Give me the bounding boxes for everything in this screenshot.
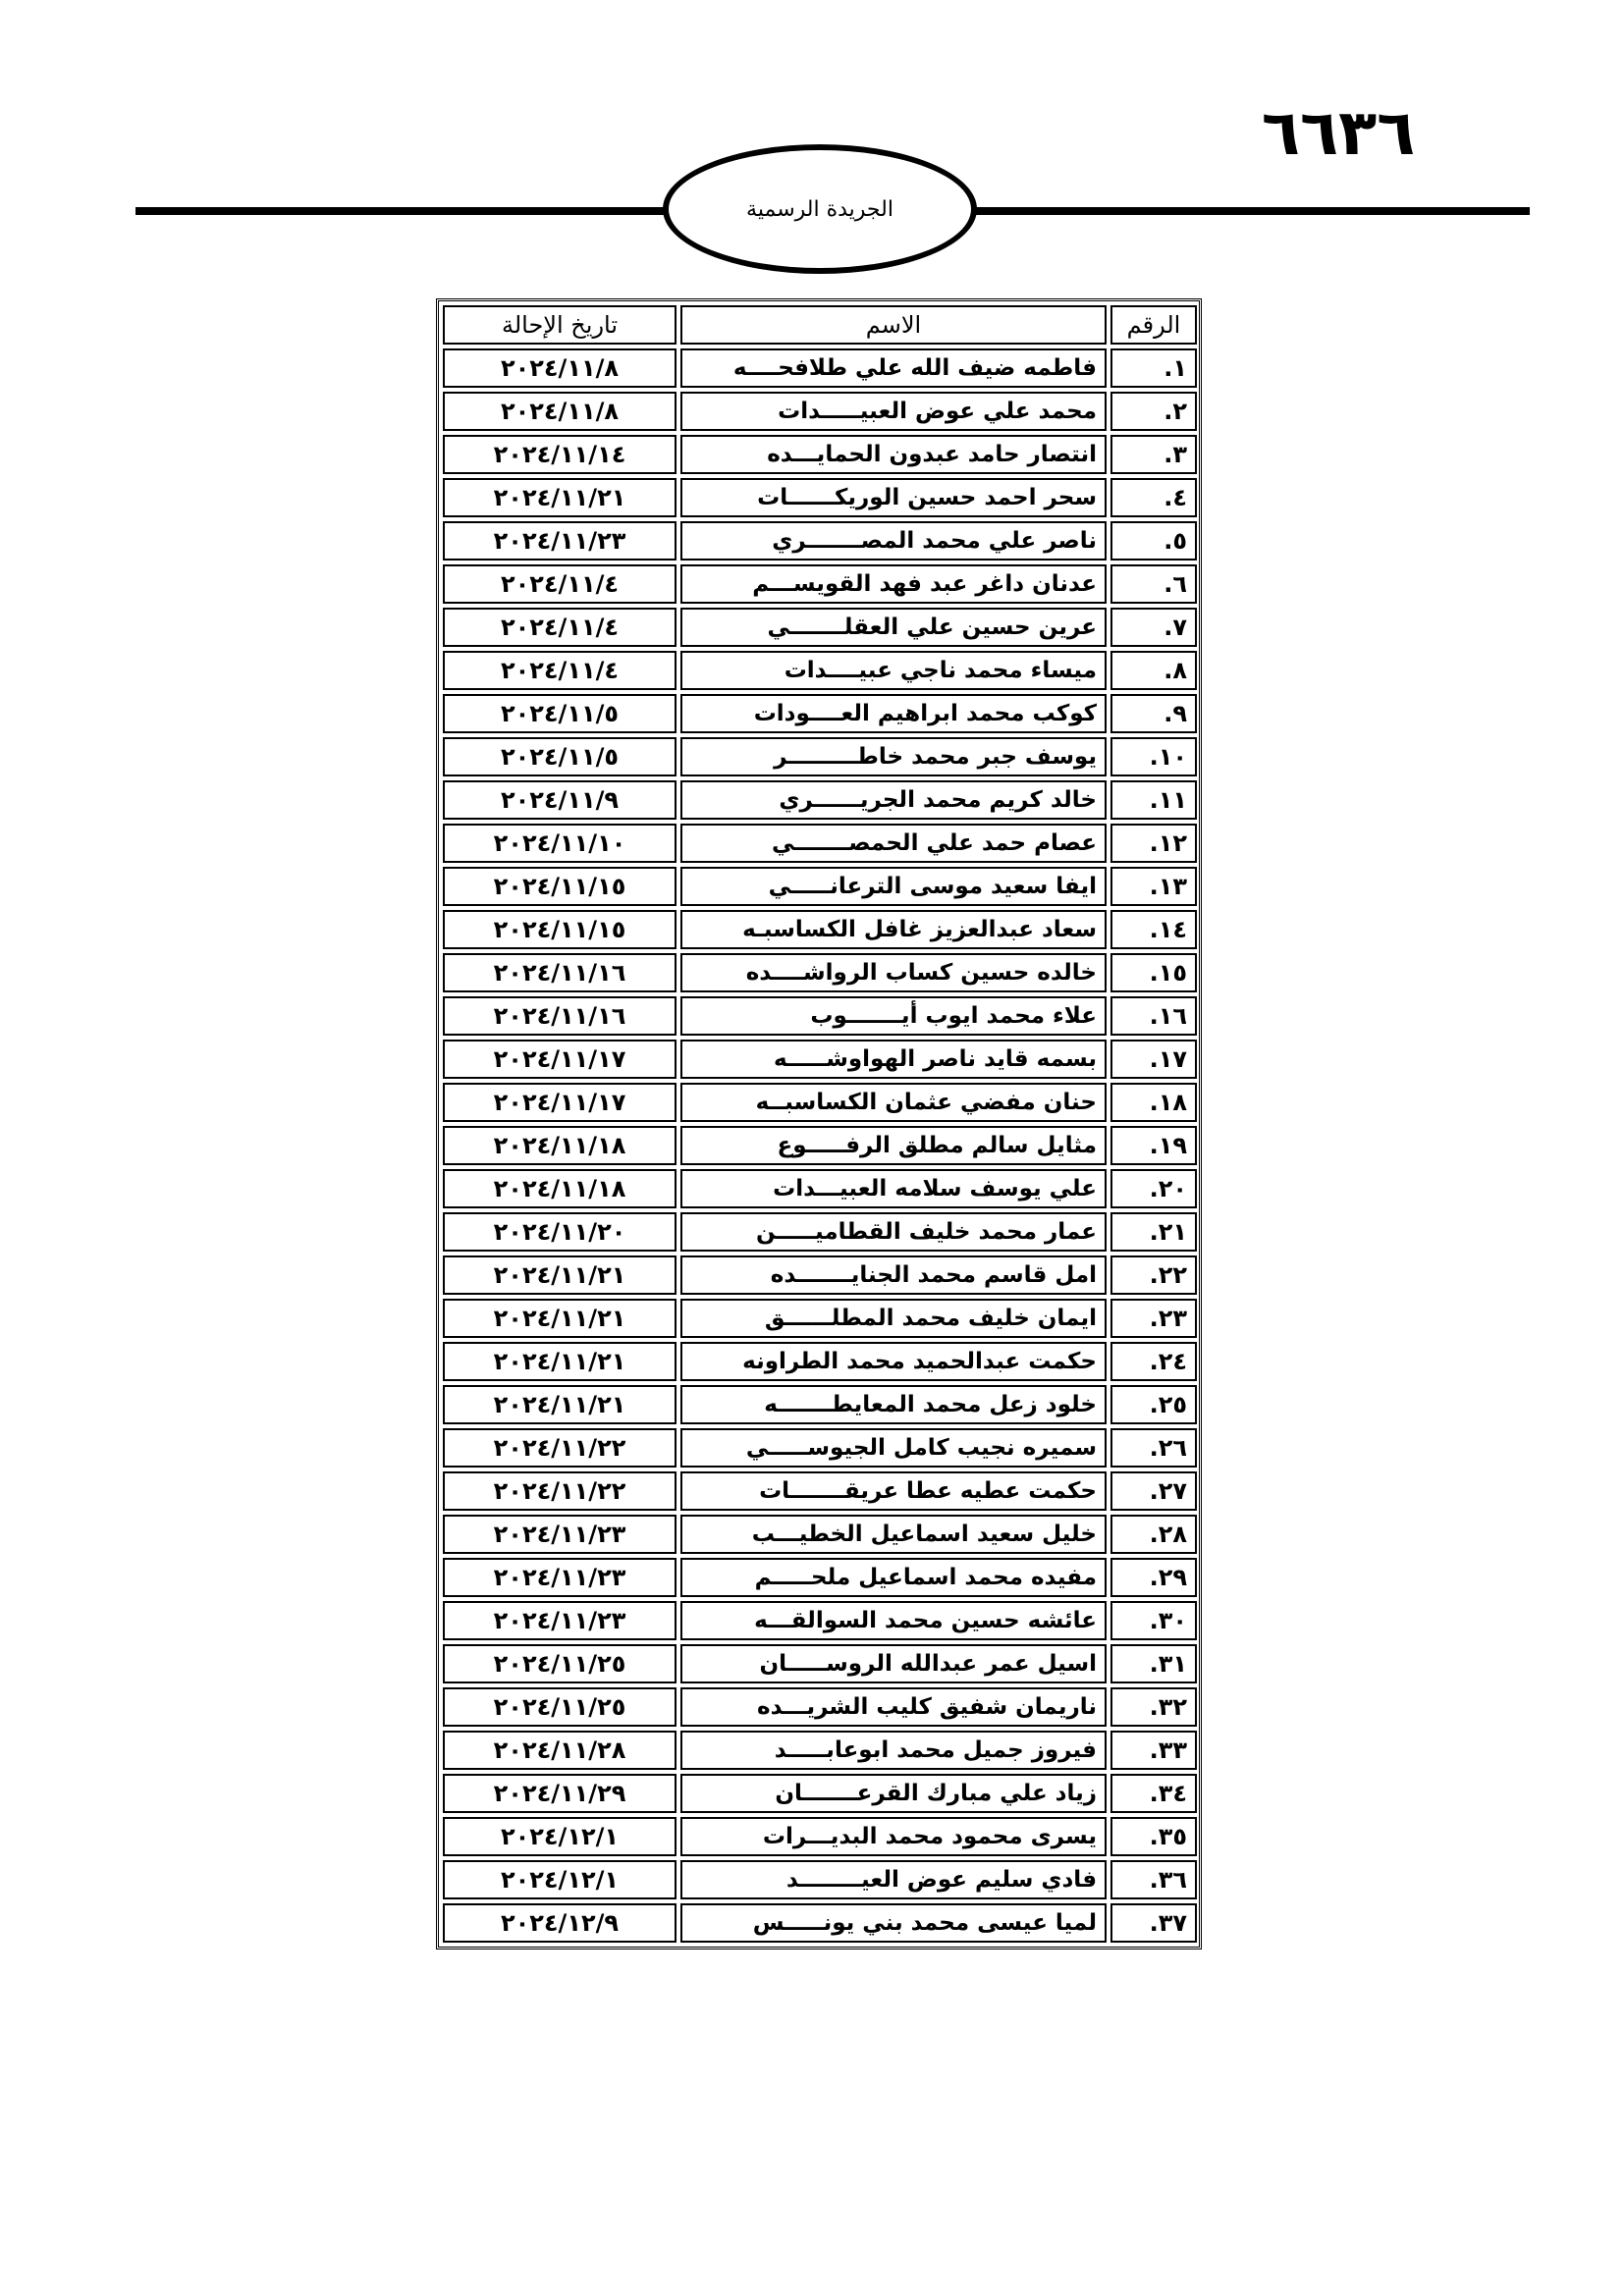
row-referral-date: ٢٠٢٤/١١/٢٢ [443, 1471, 677, 1511]
table-row [443, 435, 1197, 474]
row-referral-date: ٢٠٢٤/١٢/١ [443, 1860, 677, 1899]
row-name: يوسف جبر محمد خاطـــــــــر [680, 737, 1107, 776]
page-number: ٦٦٣٦ [1262, 97, 1416, 170]
row-number: ٣٢. [1110, 1687, 1197, 1727]
row-referral-date: ٢٠٢٤/١١/١٦ [443, 953, 677, 992]
row-name: علي يوسف سلامه العبيـــدات [680, 1169, 1107, 1208]
row-number: ٣١. [1110, 1644, 1197, 1683]
row-number: ٣. [1110, 435, 1197, 474]
row-number: ٦. [1110, 564, 1197, 604]
row-referral-date: ٢٠٢٤/١١/٢١ [443, 1255, 677, 1295]
row-referral-date: ٢٠٢٤/١١/١٦ [443, 996, 677, 1036]
row-number: ٣٧. [1110, 1903, 1197, 1943]
table-row [443, 1601, 1197, 1640]
table-row [443, 521, 1197, 561]
row-name: زياد علي مبارك القرعـــــــان [680, 1774, 1107, 1813]
row-referral-date: ٢٠٢٤/١١/٩ [443, 780, 677, 820]
table-body [443, 348, 1197, 1943]
row-number: ١٢. [1110, 824, 1197, 863]
row-referral-date: ٢٠٢٤/١١/٢١ [443, 1342, 677, 1381]
row-referral-date: ٢٠٢٤/١١/١٥ [443, 910, 677, 949]
table-row [443, 1515, 1197, 1554]
row-referral-date: ٢٠٢٤/١١/٤ [443, 651, 677, 690]
row-name: خالده حسين كساب الرواشــــده [680, 953, 1107, 992]
table-row [443, 1903, 1197, 1943]
row-referral-date: ٢٠٢٤/١١/٢٣ [443, 1601, 677, 1640]
row-referral-date: ٢٠٢٤/١١/٥ [443, 694, 677, 733]
table-row [443, 1255, 1197, 1295]
row-name: اسيل عمر عبدالله الروســـــان [680, 1644, 1107, 1683]
table-row [443, 1040, 1197, 1079]
table-row [443, 348, 1197, 388]
row-number: ٨. [1110, 651, 1197, 690]
row-name: ناريمان شفيق كليب الشريـــده [680, 1687, 1107, 1727]
row-referral-date: ٢٠٢٤/١١/١٥ [443, 867, 677, 906]
row-number: ١١. [1110, 780, 1197, 820]
row-name: علاء محمد ايوب أيـــــــوب [680, 996, 1107, 1036]
row-number: ١٣. [1110, 867, 1197, 906]
referral-table-frame [436, 298, 1202, 1949]
row-name: خالد كريم محمد الجريــــــري [680, 780, 1107, 820]
header-date: تاريخ الإحالة [443, 305, 677, 345]
row-name: خليل سعيد اسماعيل الخطيـــب [680, 1515, 1107, 1554]
table-row [443, 392, 1197, 431]
row-referral-date: ٢٠٢٤/١١/٢١ [443, 478, 677, 517]
row-name: عدنان داغر عبد فهد القويســـم [680, 564, 1107, 604]
table-row [443, 608, 1197, 647]
row-referral-date: ٢٠٢٤/١١/٢٣ [443, 521, 677, 561]
row-number: ٢٣. [1110, 1299, 1197, 1338]
row-referral-date: ٢٠٢٤/١١/٢٥ [443, 1644, 677, 1683]
row-referral-date: ٢٠٢٤/١١/٨ [443, 348, 677, 388]
table-row [443, 694, 1197, 733]
row-name: فيروز جميل محمد ابوعابـــــد [680, 1731, 1107, 1770]
table-row [443, 478, 1197, 517]
table-row [443, 780, 1197, 820]
row-number: ١٩. [1110, 1126, 1197, 1165]
row-referral-date: ٢٠٢٤/١١/٥ [443, 737, 677, 776]
table-row [443, 953, 1197, 992]
row-number: ١. [1110, 348, 1197, 388]
row-number: ٢٦. [1110, 1428, 1197, 1468]
table-row [443, 651, 1197, 690]
row-name: عائشه حسين محمد السوالقـــه [680, 1601, 1107, 1640]
table-row [443, 1774, 1197, 1813]
row-referral-date: ٢٠٢٤/١١/٨ [443, 392, 677, 431]
row-number: ١٥. [1110, 953, 1197, 992]
row-referral-date: ٢٠٢٤/١١/٢٥ [443, 1687, 677, 1727]
header-number: الرقم [1110, 305, 1197, 345]
table-row [443, 1428, 1197, 1468]
row-name: حكمت عبدالحميد محمد الطراونه [680, 1342, 1107, 1381]
row-name: عمار محمد خليف القطاميـــــن [680, 1212, 1107, 1252]
row-number: ٣٠. [1110, 1601, 1197, 1640]
row-number: ٢٨. [1110, 1515, 1197, 1554]
table-row [443, 564, 1197, 604]
row-number: ٣٦. [1110, 1860, 1197, 1899]
row-referral-date: ٢٠٢٤/١١/١٨ [443, 1169, 677, 1208]
row-referral-date: ٢٠٢٤/١١/٢٩ [443, 1774, 677, 1813]
row-number: ١٧. [1110, 1040, 1197, 1079]
row-name: امل قاسم محمد الجنايـــــــده [680, 1255, 1107, 1295]
row-name: ايمان خليف محمد المطلــــــق [680, 1299, 1107, 1338]
table-row [443, 1342, 1197, 1381]
table-row [443, 1212, 1197, 1252]
row-referral-date: ٢٠٢٤/١١/٢٨ [443, 1731, 677, 1770]
row-number: ٤. [1110, 478, 1197, 517]
row-number: ٢٠. [1110, 1169, 1197, 1208]
row-number: ٢٥. [1110, 1385, 1197, 1424]
row-name: حنان مفضي عثمان الكساسبــه [680, 1083, 1107, 1122]
row-number: ٢٢. [1110, 1255, 1197, 1295]
row-referral-date: ٢٠٢٤/١٢/٩ [443, 1903, 677, 1943]
row-number: ١٨. [1110, 1083, 1197, 1122]
row-referral-date: ٢٠٢٤/١١/١٧ [443, 1040, 677, 1079]
row-number: ٣٥. [1110, 1817, 1197, 1856]
row-number: ٢٩. [1110, 1558, 1197, 1597]
header-name: الاسم [680, 305, 1107, 345]
row-number: ٢٧. [1110, 1471, 1197, 1511]
row-number: ٢. [1110, 392, 1197, 431]
table-row [443, 1558, 1197, 1597]
table-row [443, 1860, 1197, 1899]
gazette-title-oval [663, 144, 977, 274]
row-name: مثايل سالم مطلق الرفـــــوع [680, 1126, 1107, 1165]
row-referral-date: ٢٠٢٤/١١/٤ [443, 564, 677, 604]
table-row [443, 1644, 1197, 1683]
row-name: خلود زعل محمد المعايطـــــــه [680, 1385, 1107, 1424]
table-row [443, 867, 1197, 906]
row-referral-date: ٢٠٢٤/١١/٢٠ [443, 1212, 677, 1252]
table-row [443, 1126, 1197, 1165]
row-name: انتصار حامد عبدون الحمايـــده [680, 435, 1107, 474]
row-name: سميره نجيب كامل الجيوســـــي [680, 1428, 1107, 1468]
row-referral-date: ٢٠٢٤/١١/٢١ [443, 1299, 677, 1338]
row-number: ٥. [1110, 521, 1197, 561]
row-number: ٣٤. [1110, 1774, 1197, 1813]
row-referral-date: ٢٠٢٤/١١/٢٢ [443, 1428, 677, 1468]
table-header-row [443, 305, 1197, 345]
table-row [443, 1471, 1197, 1511]
row-name: بسمه قايد ناصر الهواوشـــــه [680, 1040, 1107, 1079]
row-name: عصام حمد علي الحمصـــــــي [680, 824, 1107, 863]
row-number: ٣٣. [1110, 1731, 1197, 1770]
table-row [443, 1731, 1197, 1770]
row-number: ٩. [1110, 694, 1197, 733]
row-name: مفيده محمد اسماعيل ملحـــــم [680, 1558, 1107, 1597]
table-row [443, 1817, 1197, 1856]
table-row [443, 1299, 1197, 1338]
row-name: كوكب محمد ابراهيم العــــودات [680, 694, 1107, 733]
row-number: ١٤. [1110, 910, 1197, 949]
row-name: لميا عيسى محمد بني يونـــــس [680, 1903, 1107, 1943]
row-name: يسرى محمود محمد البديـــرات [680, 1817, 1107, 1856]
table-row [443, 737, 1197, 776]
row-name: ناصر علي محمد المصـــــــري [680, 521, 1107, 561]
row-referral-date: ٢٠٢٤/١١/١٨ [443, 1126, 677, 1165]
table-row [443, 910, 1197, 949]
row-referral-date: ٢٠٢٤/١١/٢٣ [443, 1558, 677, 1597]
referral-table [439, 301, 1201, 1947]
row-name: عرين حسين علي العقلـــــــي [680, 608, 1107, 647]
row-name: ميساء محمد ناجي عبيــــدات [680, 651, 1107, 690]
row-number: ٢١. [1110, 1212, 1197, 1252]
row-referral-date: ٢٠٢٤/١١/٤ [443, 608, 677, 647]
row-referral-date: ٢٠٢٤/١١/١٠ [443, 824, 677, 863]
table-row [443, 1083, 1197, 1122]
row-number: ٢٤. [1110, 1342, 1197, 1381]
table-row [443, 1385, 1197, 1424]
table-row [443, 1687, 1197, 1727]
row-name: سحر احمد حسين الوريكــــــات [680, 478, 1107, 517]
row-name: ايفا سعيد موسى الترعانـــــي [680, 867, 1107, 906]
table-row [443, 824, 1197, 863]
row-name: حكمت عطيه عطا عريقـــــــات [680, 1471, 1107, 1511]
row-referral-date: ٢٠٢٤/١٢/١ [443, 1817, 677, 1856]
row-name: فاطمه ضيف الله علي طلافحــــه [680, 348, 1107, 388]
row-name: فادي سليم عوض العيــــــــد [680, 1860, 1107, 1899]
row-number: ١٦. [1110, 996, 1197, 1036]
row-referral-date: ٢٠٢٤/١١/٢٣ [443, 1515, 677, 1554]
table-row [443, 996, 1197, 1036]
row-number: ٧. [1110, 608, 1197, 647]
table-row [443, 1169, 1197, 1208]
row-referral-date: ٢٠٢٤/١١/٢١ [443, 1385, 677, 1424]
row-referral-date: ٢٠٢٤/١١/١٧ [443, 1083, 677, 1122]
gazette-title: الجريدة الرسمية [746, 196, 893, 222]
row-number: ١٠. [1110, 737, 1197, 776]
row-referral-date: ٢٠٢٤/١١/١٤ [443, 435, 677, 474]
row-name: محمد علي عوض العبيـــــدات [680, 392, 1107, 431]
row-name: سعاد عبدالعزيز غافل الكساسبـه [680, 910, 1107, 949]
